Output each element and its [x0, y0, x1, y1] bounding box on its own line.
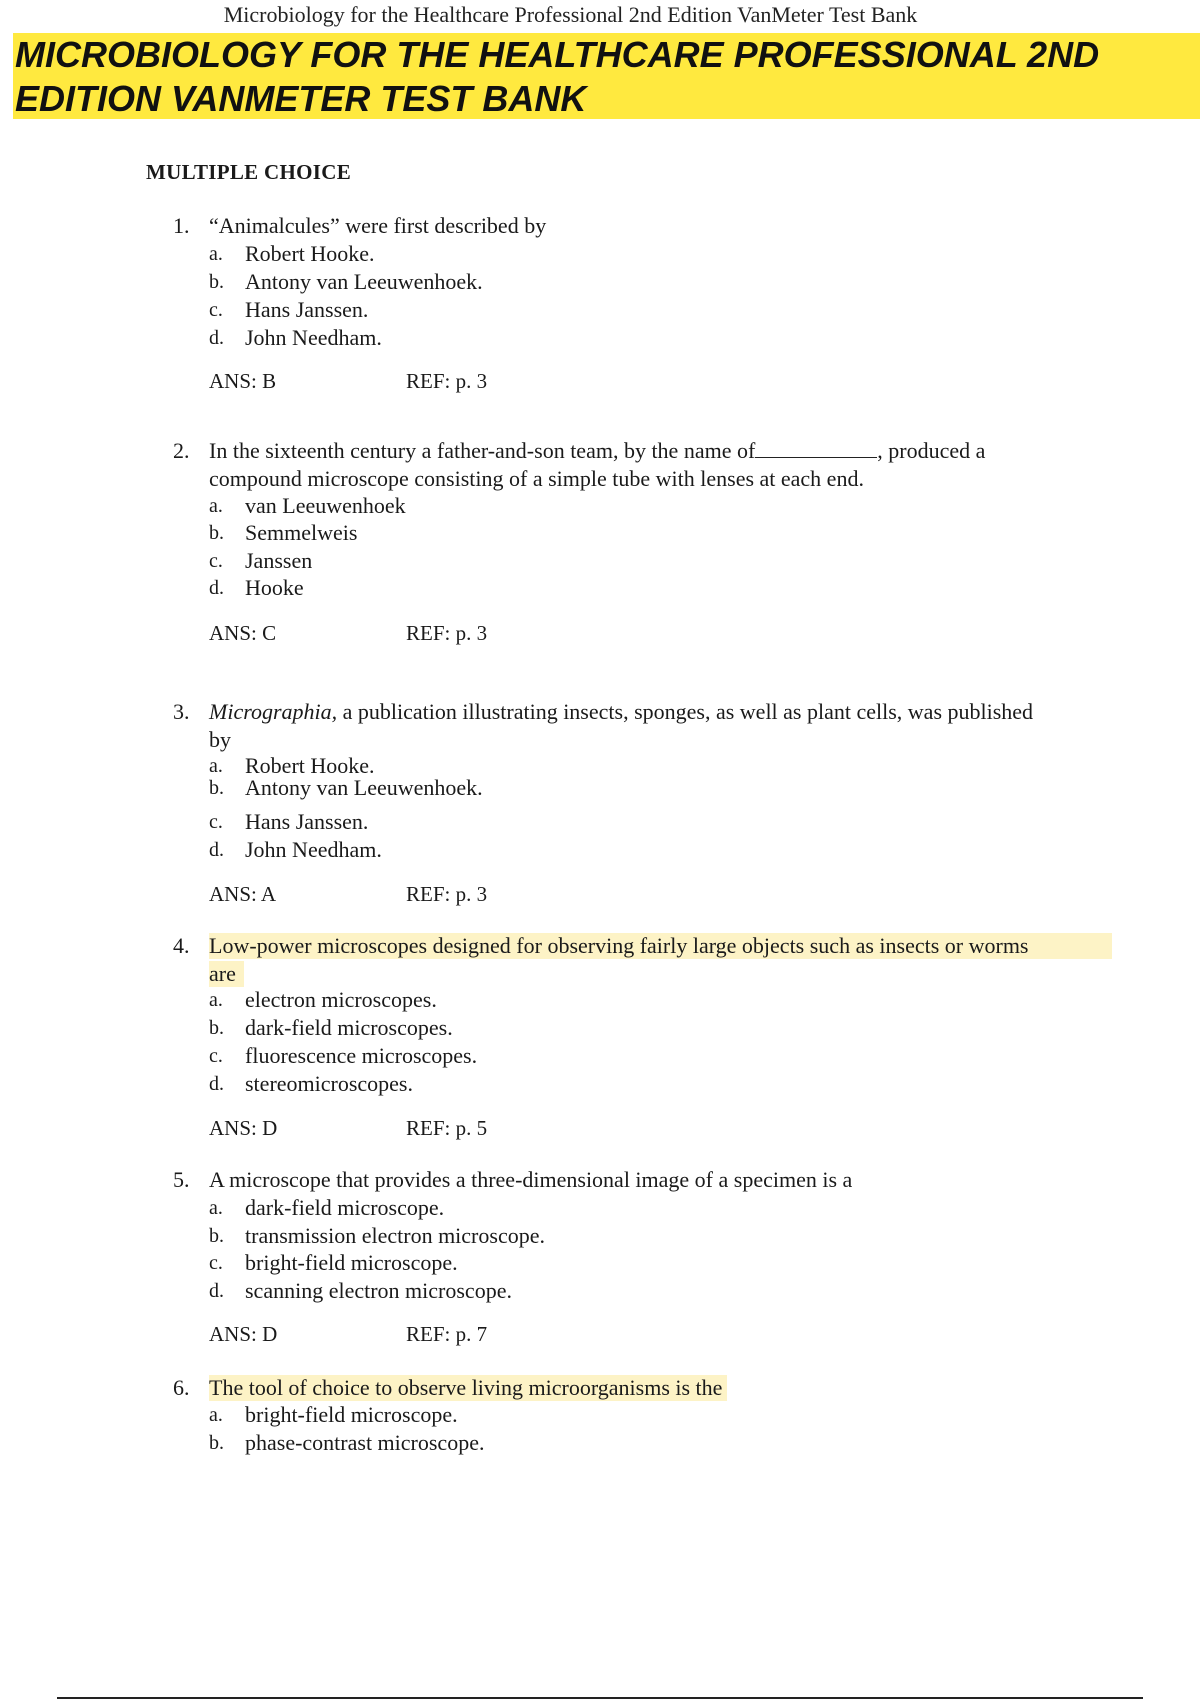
option-text: Hans Janssen. — [245, 297, 369, 322]
option-text: Semmelweis — [245, 520, 358, 545]
question-number: 6. — [173, 1375, 190, 1400]
document-title — [15, 33, 1099, 121]
page-reference: REF: p. 7 — [406, 1322, 488, 1346]
option-text: Antony van Leeuwenhoek. — [245, 775, 483, 800]
question-stem-line-2: are — [209, 961, 244, 987]
option-letter: c. — [209, 1045, 223, 1067]
option-text: Antony van Leeuwenhoek. — [245, 269, 483, 294]
option-text: John Needham. — [245, 837, 382, 862]
answer-key: ANS: B — [209, 369, 277, 393]
page-reference: REF: p. 3 — [406, 369, 488, 393]
question-number: 1. — [173, 213, 190, 238]
footer-divider — [57, 1697, 1143, 1699]
option-letter: d. — [209, 327, 224, 349]
answer-key: ANS: D — [209, 1116, 278, 1140]
answer-key: ANS: C — [209, 621, 277, 645]
option-letter: a. — [209, 243, 223, 265]
question-stem: Low-power microscopes designed for observing fairly large objects such as insects or worms — [209, 933, 1112, 959]
option-text: transmission electron microscope. — [245, 1223, 545, 1248]
question-stem: “Animalcules” were first described by — [209, 213, 547, 238]
page-reference: REF: p. 3 — [406, 621, 488, 645]
option-letter: a. — [209, 989, 223, 1011]
question-number: 2. — [173, 438, 190, 463]
option-letter: d. — [209, 839, 224, 861]
option-letter: b. — [209, 522, 224, 544]
option-text: Janssen — [245, 548, 313, 573]
option-letter: c. — [209, 550, 223, 572]
question-stem-line-2: compound microscope consisting of a simple tube with lenses at each end. — [209, 466, 864, 491]
option-text: Robert Hooke. — [245, 753, 375, 778]
option-text: Hooke — [245, 575, 304, 600]
option-letter: d. — [209, 1073, 224, 1095]
question-number: 3. — [173, 699, 190, 724]
option-letter: b. — [209, 1017, 224, 1039]
fill-in-blank — [755, 439, 877, 458]
option-text: John Needham. — [245, 325, 382, 350]
option-letter: a. — [209, 1404, 223, 1426]
answer-key: ANS: D — [209, 1322, 278, 1346]
page-reference: REF: p. 3 — [406, 882, 488, 906]
stem-rest: a publication illustrating insects, sponges, as well as plant cells, was published — [337, 699, 1034, 724]
option-letter: b. — [209, 1432, 224, 1454]
publication-title: Micrographia, — [209, 699, 338, 724]
section-heading: MULTIPLE CHOICE — [146, 160, 352, 184]
option-text: electron microscopes. — [245, 987, 437, 1012]
question-stem — [209, 699, 1033, 725]
option-text: bright-field microscope. — [245, 1402, 458, 1427]
stem-part-1: In the sixteenth century a father-and-son team, by the name of — [209, 438, 756, 463]
running-header: Microbiology for the Healthcare Professional 2nd Edition VanMeter Test Bank — [223, 2, 918, 27]
page-reference: REF: p. 5 — [406, 1116, 488, 1140]
title-banner — [13, 33, 1200, 119]
option-letter: b. — [209, 1225, 224, 1247]
title-line-2: EDITION VANMETER TEST BANK — [15, 78, 587, 119]
title-line-1: MICROBIOLOGY FOR THE HEALTHCARE PROFESSIONAL 2ND — [15, 34, 1100, 75]
question-stem — [209, 438, 985, 464]
question-stem: A microscope that provides a three-dimensional image of a specimen is a — [209, 1167, 853, 1192]
option-text: dark-field microscopes. — [245, 1015, 453, 1040]
option-text: dark-field microscope. — [245, 1195, 445, 1220]
option-text: fluorescence microscopes. — [245, 1043, 478, 1068]
option-text: scanning electron microscope. — [245, 1278, 512, 1303]
option-text: bright-field microscope. — [245, 1250, 458, 1275]
option-letter: d. — [209, 577, 224, 599]
option-text: Robert Hooke. — [245, 241, 375, 266]
option-letter: a. — [209, 495, 223, 517]
question-number: 5. — [173, 1167, 190, 1192]
question-number: 4. — [173, 933, 190, 958]
question-stem: The tool of choice to observe living microorganisms is the — [209, 1375, 727, 1401]
option-letter: c. — [209, 1252, 223, 1274]
option-letter: c. — [209, 811, 223, 833]
answer-key: ANS: A — [209, 882, 277, 906]
stem-part-2: , produced a — [877, 438, 986, 463]
option-letter: a. — [209, 755, 223, 777]
question-stem-line-2: by — [209, 727, 231, 752]
option-text: Hans Janssen. — [245, 809, 369, 834]
option-letter: b. — [209, 777, 224, 799]
option-text: phase-contrast microscope. — [245, 1430, 485, 1455]
option-text: stereomicroscopes. — [245, 1071, 413, 1096]
option-letter: c. — [209, 299, 223, 321]
option-letter: d. — [209, 1280, 224, 1302]
option-letter: b. — [209, 271, 224, 293]
option-text: van Leeuwenhoek — [245, 493, 406, 518]
option-letter: a. — [209, 1197, 223, 1219]
